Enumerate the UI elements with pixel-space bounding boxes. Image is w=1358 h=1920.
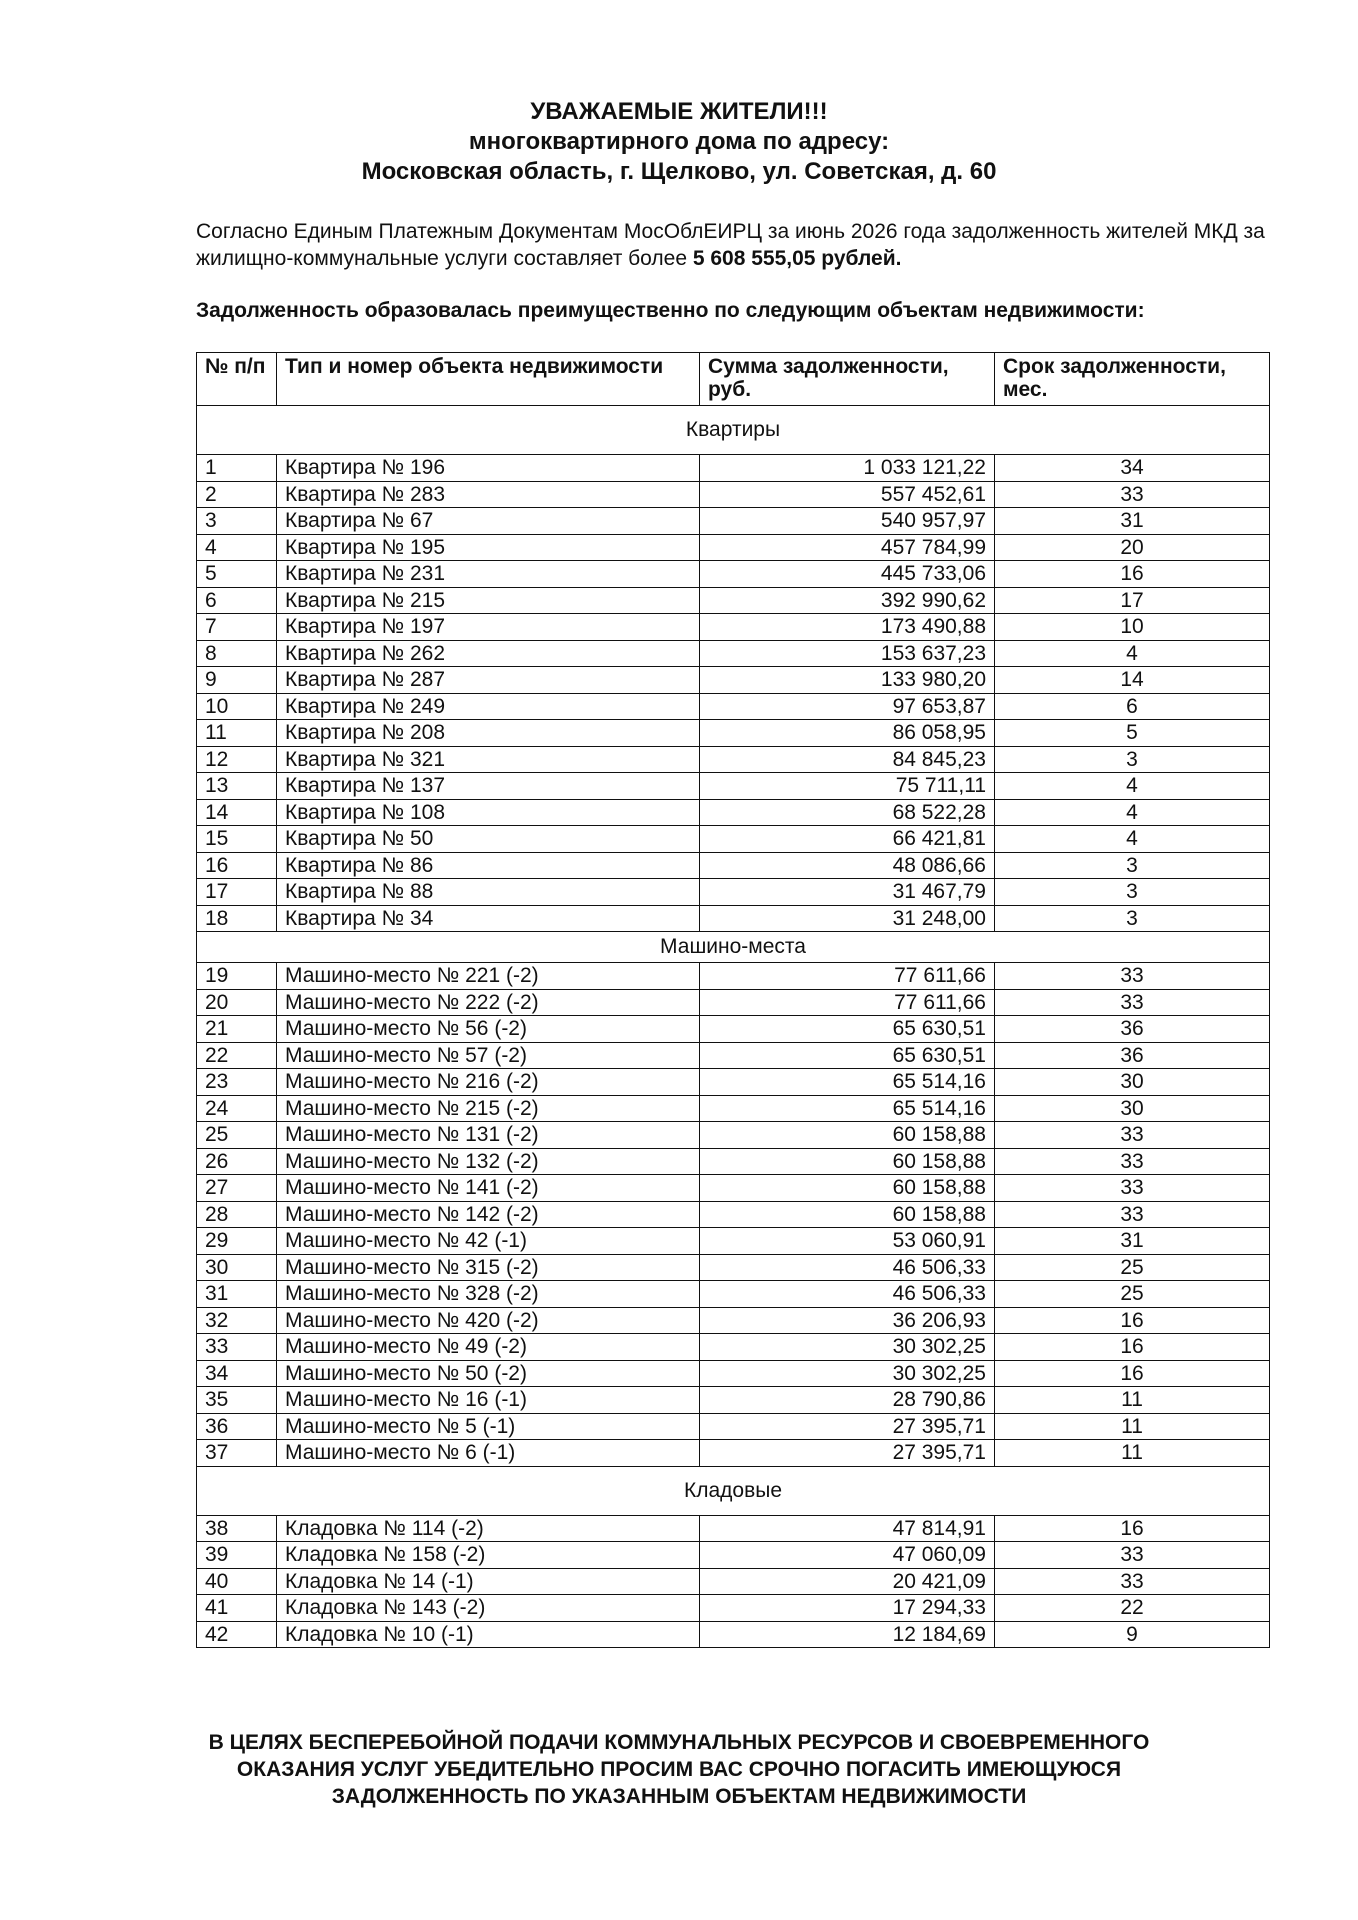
cell-sum: 84 845,23 — [700, 746, 995, 773]
cell-sum: 153 637,23 — [700, 640, 995, 667]
table-row — [197, 1307, 1270, 1334]
cell-term: 16 — [995, 561, 1270, 588]
cell-num: 26 — [197, 1148, 277, 1175]
table-row — [197, 1440, 1270, 1467]
cell-term: 34 — [995, 455, 1270, 482]
debt-table — [196, 352, 1270, 1648]
cell-object: Квартира № 88 — [277, 879, 700, 906]
cell-num: 40 — [197, 1568, 277, 1595]
cell-sum: 540 957,97 — [700, 508, 995, 535]
cell-num: 2 — [197, 481, 277, 508]
cell-object: Квартира № 231 — [277, 561, 700, 588]
cell-num: 34 — [197, 1360, 277, 1387]
table-row — [197, 1254, 1270, 1281]
cell-object: Машино-место № 141 (-2) — [277, 1175, 700, 1202]
cell-object: Квартира № 262 — [277, 640, 700, 667]
cell-term: 4 — [995, 773, 1270, 800]
cell-term: 22 — [995, 1595, 1270, 1622]
cell-term: 17 — [995, 587, 1270, 614]
group-row — [197, 406, 1270, 455]
cell-term: 25 — [995, 1281, 1270, 1308]
cell-term: 30 — [995, 1069, 1270, 1096]
cell-term: 16 — [995, 1334, 1270, 1361]
cell-sum: 27 395,71 — [700, 1440, 995, 1467]
table-row — [197, 1515, 1270, 1542]
cell-num: 29 — [197, 1228, 277, 1255]
cell-term: 16 — [995, 1515, 1270, 1542]
cell-object: Квартира № 283 — [277, 481, 700, 508]
cell-num: 39 — [197, 1542, 277, 1569]
table-row — [197, 693, 1270, 720]
header-num: № п/п — [197, 353, 277, 406]
cell-num: 33 — [197, 1334, 277, 1361]
cell-term: 30 — [995, 1095, 1270, 1122]
cell-term: 3 — [995, 879, 1270, 906]
table-header-row — [197, 353, 1270, 406]
cell-object: Квартира № 215 — [277, 587, 700, 614]
cell-term: 6 — [995, 693, 1270, 720]
cell-term: 33 — [995, 1542, 1270, 1569]
cell-num: 41 — [197, 1595, 277, 1622]
table-row — [197, 1360, 1270, 1387]
notice-title — [0, 97, 1358, 187]
cell-sum: 173 490,88 — [700, 614, 995, 641]
table-row — [197, 1201, 1270, 1228]
cell-term: 36 — [995, 1016, 1270, 1043]
footer-appeal — [0, 1729, 1358, 1810]
cell-object: Квартира № 108 — [277, 799, 700, 826]
cell-num: 18 — [197, 905, 277, 932]
cell-term: 3 — [995, 852, 1270, 879]
cell-sum: 47 060,09 — [700, 1542, 995, 1569]
cell-sum: 392 990,62 — [700, 587, 995, 614]
cell-num: 1 — [197, 455, 277, 482]
table-row — [197, 587, 1270, 614]
cell-num: 38 — [197, 1515, 277, 1542]
cell-term: 36 — [995, 1042, 1270, 1069]
title-line-2: многоквартирного дома по адресу: — [468, 128, 890, 155]
group-row — [197, 932, 1270, 963]
cell-num: 31 — [197, 1281, 277, 1308]
table-row — [197, 720, 1270, 747]
cell-sum: 46 506,33 — [700, 1281, 995, 1308]
cell-num: 21 — [197, 1016, 277, 1043]
cell-num: 4 — [197, 534, 277, 561]
table-row — [197, 799, 1270, 826]
cell-object: Машино-место № 132 (-2) — [277, 1148, 700, 1175]
cell-sum: 77 611,66 — [700, 989, 995, 1016]
header-object: Тип и номер объекта недвижимости — [277, 353, 700, 406]
cell-object: Кладовка № 14 (-1) — [277, 1568, 700, 1595]
cell-num: 23 — [197, 1069, 277, 1096]
cell-num: 13 — [197, 773, 277, 800]
cell-term: 11 — [995, 1387, 1270, 1414]
cell-object: Квартира № 287 — [277, 667, 700, 694]
cell-object: Машино-место № 222 (-2) — [277, 989, 700, 1016]
cell-num: 17 — [197, 879, 277, 906]
table-row — [197, 1228, 1270, 1255]
cell-object: Машино-место № 142 (-2) — [277, 1201, 700, 1228]
cell-sum: 28 790,86 — [700, 1387, 995, 1414]
footer-line-1: В ЦЕЛЯХ БЕСПЕРЕБОЙНОЙ ПОДАЧИ КОММУНАЛЬНЫХ РЕСУРСОВ И СВОЕВРЕМЕННОГО — [208, 1731, 1150, 1754]
table-row — [197, 989, 1270, 1016]
cell-num: 30 — [197, 1254, 277, 1281]
cell-num: 35 — [197, 1387, 277, 1414]
table-row — [197, 667, 1270, 694]
cell-term: 16 — [995, 1307, 1270, 1334]
cell-sum: 48 086,66 — [700, 852, 995, 879]
cell-term: 33 — [995, 1148, 1270, 1175]
cell-term: 9 — [995, 1621, 1270, 1648]
table-row — [197, 1122, 1270, 1149]
table-row — [197, 561, 1270, 588]
cell-object: Квартира № 50 — [277, 826, 700, 853]
header-sum: Сумма задолженности, руб. — [700, 353, 995, 406]
cell-num: 16 — [197, 852, 277, 879]
group-title: Машино-места — [197, 932, 1270, 963]
intro-text: Согласно Единым Платежным Документам МосОблЕИРЦ за июнь 2026 года задолженность жителей МКД за жилищно-коммунальные услуги составляет более — [196, 220, 1265, 270]
cell-sum: 20 421,09 — [700, 1568, 995, 1595]
cell-object: Машино-место № 131 (-2) — [277, 1122, 700, 1149]
table-row — [197, 905, 1270, 932]
group-row — [197, 1466, 1270, 1515]
cell-object: Машино-место № 16 (-1) — [277, 1387, 700, 1414]
table-row — [197, 1281, 1270, 1308]
cell-sum: 65 514,16 — [700, 1069, 995, 1096]
title-line-1: УВАЖАЕМЫЕ ЖИТЕЛИ!!! — [530, 98, 828, 125]
cell-num: 12 — [197, 746, 277, 773]
table-row — [197, 1069, 1270, 1096]
cell-sum: 97 653,87 — [700, 693, 995, 720]
cell-sum: 65 514,16 — [700, 1095, 995, 1122]
cell-term: 31 — [995, 508, 1270, 535]
table-row — [197, 1016, 1270, 1043]
cell-num: 8 — [197, 640, 277, 667]
cell-num: 28 — [197, 1201, 277, 1228]
table-row — [197, 1095, 1270, 1122]
cell-sum: 30 302,25 — [700, 1334, 995, 1361]
table-row — [197, 773, 1270, 800]
cell-num: 32 — [197, 1307, 277, 1334]
cell-sum: 68 522,28 — [700, 799, 995, 826]
cell-term: 11 — [995, 1413, 1270, 1440]
cell-sum: 53 060,91 — [700, 1228, 995, 1255]
cell-term: 33 — [995, 989, 1270, 1016]
cell-object: Кладовка № 10 (-1) — [277, 1621, 700, 1648]
cell-num: 27 — [197, 1175, 277, 1202]
cell-object: Квартира № 321 — [277, 746, 700, 773]
cell-object: Машино-место № 420 (-2) — [277, 1307, 700, 1334]
cell-sum: 27 395,71 — [700, 1413, 995, 1440]
cell-object: Квартира № 196 — [277, 455, 700, 482]
cell-num: 19 — [197, 963, 277, 990]
cell-object: Машино-место № 49 (-2) — [277, 1334, 700, 1361]
cell-object: Квартира № 195 — [277, 534, 700, 561]
cell-sum: 60 158,88 — [700, 1201, 995, 1228]
table-row — [197, 508, 1270, 535]
cell-term: 33 — [995, 963, 1270, 990]
cell-object: Машино-место № 315 (-2) — [277, 1254, 700, 1281]
cell-sum: 65 630,51 — [700, 1016, 995, 1043]
cell-sum: 445 733,06 — [700, 561, 995, 588]
cell-sum: 60 158,88 — [700, 1148, 995, 1175]
footer-line-3: ЗАДОЛЖЕННОСТЬ ПО УКАЗАННЫМ ОБЪЕКТАМ НЕДВИЖИМОСТИ — [331, 1785, 1027, 1808]
table-row — [197, 1042, 1270, 1069]
cell-term: 3 — [995, 746, 1270, 773]
table-row — [197, 1413, 1270, 1440]
cell-sum: 46 506,33 — [700, 1254, 995, 1281]
cell-sum: 1 033 121,22 — [700, 455, 995, 482]
cell-object: Машино-место № 6 (-1) — [277, 1440, 700, 1467]
cell-object: Машино-место № 56 (-2) — [277, 1016, 700, 1043]
cell-object: Квартира № 249 — [277, 693, 700, 720]
intro-paragraph — [196, 218, 1286, 272]
cell-object: Квартира № 34 — [277, 905, 700, 932]
cell-sum: 66 421,81 — [700, 826, 995, 853]
cell-num: 9 — [197, 667, 277, 694]
cell-sum: 457 784,99 — [700, 534, 995, 561]
table-row — [197, 640, 1270, 667]
cell-sum: 47 814,91 — [700, 1515, 995, 1542]
cell-term: 4 — [995, 799, 1270, 826]
cell-term: 20 — [995, 534, 1270, 561]
cell-object: Квартира № 197 — [277, 614, 700, 641]
cell-term: 31 — [995, 1228, 1270, 1255]
cell-object: Машино-место № 5 (-1) — [277, 1413, 700, 1440]
footer-line-2: ОКАЗАНИЯ УСЛУГ УБЕДИТЕЛЬНО ПРОСИМ ВАС СРОЧНО ПОГАСИТЬ ИМЕЮЩУЮСЯ — [236, 1758, 1122, 1781]
cell-object: Кладовка № 143 (-2) — [277, 1595, 700, 1622]
table-row — [197, 534, 1270, 561]
cell-term: 25 — [995, 1254, 1270, 1281]
table-row — [197, 963, 1270, 990]
table-row — [197, 1595, 1270, 1622]
cell-num: 37 — [197, 1440, 277, 1467]
cell-object: Машино-место № 215 (-2) — [277, 1095, 700, 1122]
cell-sum: 60 158,88 — [700, 1175, 995, 1202]
total-debt-amount: 5 608 555,05 рублей. — [692, 247, 902, 270]
table-row — [197, 455, 1270, 482]
cell-num: 25 — [197, 1122, 277, 1149]
cell-term: 14 — [995, 667, 1270, 694]
cell-num: 6 — [197, 587, 277, 614]
cell-sum: 77 611,66 — [700, 963, 995, 990]
cell-object: Кладовка № 114 (-2) — [277, 1515, 700, 1542]
debt-table-body — [197, 406, 1270, 1648]
group-title: Кладовые — [197, 1466, 1270, 1515]
cell-term: 33 — [995, 1175, 1270, 1202]
cell-object: Машино-место № 221 (-2) — [277, 963, 700, 990]
cell-term: 10 — [995, 614, 1270, 641]
cell-num: 20 — [197, 989, 277, 1016]
header-term: Срок задолженности, мес. — [995, 353, 1270, 406]
title-line-3-address: Московская область, г. Щелково, ул. Советская, д. 60 — [361, 158, 997, 185]
cell-object: Квартира № 67 — [277, 508, 700, 535]
table-row — [197, 852, 1270, 879]
cell-term: 33 — [995, 1201, 1270, 1228]
cell-sum: 86 058,95 — [700, 720, 995, 747]
cell-num: 24 — [197, 1095, 277, 1122]
cell-num: 5 — [197, 561, 277, 588]
cell-num: 3 — [197, 508, 277, 535]
table-row — [197, 826, 1270, 853]
table-subheading: Задолженность образовалась преимущественно по следующим объектам недвижимости: — [196, 299, 1145, 322]
cell-sum: 557 452,61 — [700, 481, 995, 508]
cell-term: 5 — [995, 720, 1270, 747]
cell-object: Машино-место № 328 (-2) — [277, 1281, 700, 1308]
cell-object: Машино-место № 57 (-2) — [277, 1042, 700, 1069]
table-row — [197, 481, 1270, 508]
table-row — [197, 1148, 1270, 1175]
cell-term: 3 — [995, 905, 1270, 932]
cell-term: 33 — [995, 1122, 1270, 1149]
cell-term: 16 — [995, 1360, 1270, 1387]
cell-object: Машино-место № 42 (-1) — [277, 1228, 700, 1255]
cell-term: 4 — [995, 640, 1270, 667]
table-row — [197, 1387, 1270, 1414]
table-row — [197, 1621, 1270, 1648]
cell-term: 11 — [995, 1440, 1270, 1467]
table-row — [197, 879, 1270, 906]
cell-sum: 31 467,79 — [700, 879, 995, 906]
cell-sum: 17 294,33 — [700, 1595, 995, 1622]
table-row — [197, 1542, 1270, 1569]
cell-sum: 65 630,51 — [700, 1042, 995, 1069]
cell-num: 11 — [197, 720, 277, 747]
cell-sum: 12 184,69 — [700, 1621, 995, 1648]
cell-sum: 75 711,11 — [700, 773, 995, 800]
table-row — [197, 614, 1270, 641]
cell-num: 42 — [197, 1621, 277, 1648]
cell-object: Квартира № 137 — [277, 773, 700, 800]
cell-num: 10 — [197, 693, 277, 720]
cell-sum: 30 302,25 — [700, 1360, 995, 1387]
table-row — [197, 746, 1270, 773]
table-row — [197, 1175, 1270, 1202]
cell-num: 14 — [197, 799, 277, 826]
cell-num: 7 — [197, 614, 277, 641]
table-row — [197, 1568, 1270, 1595]
cell-term: 33 — [995, 481, 1270, 508]
cell-num: 36 — [197, 1413, 277, 1440]
cell-sum: 60 158,88 — [700, 1122, 995, 1149]
cell-num: 15 — [197, 826, 277, 853]
group-title: Квартиры — [197, 406, 1270, 455]
cell-term: 4 — [995, 826, 1270, 853]
cell-object: Машино-место № 50 (-2) — [277, 1360, 700, 1387]
cell-sum: 133 980,20 — [700, 667, 995, 694]
table-row — [197, 1334, 1270, 1361]
cell-object: Кладовка № 158 (-2) — [277, 1542, 700, 1569]
cell-object: Квартира № 208 — [277, 720, 700, 747]
cell-object: Машино-место № 216 (-2) — [277, 1069, 700, 1096]
cell-term: 33 — [995, 1568, 1270, 1595]
cell-object: Квартира № 86 — [277, 852, 700, 879]
cell-num: 22 — [197, 1042, 277, 1069]
cell-sum: 36 206,93 — [700, 1307, 995, 1334]
cell-sum: 31 248,00 — [700, 905, 995, 932]
